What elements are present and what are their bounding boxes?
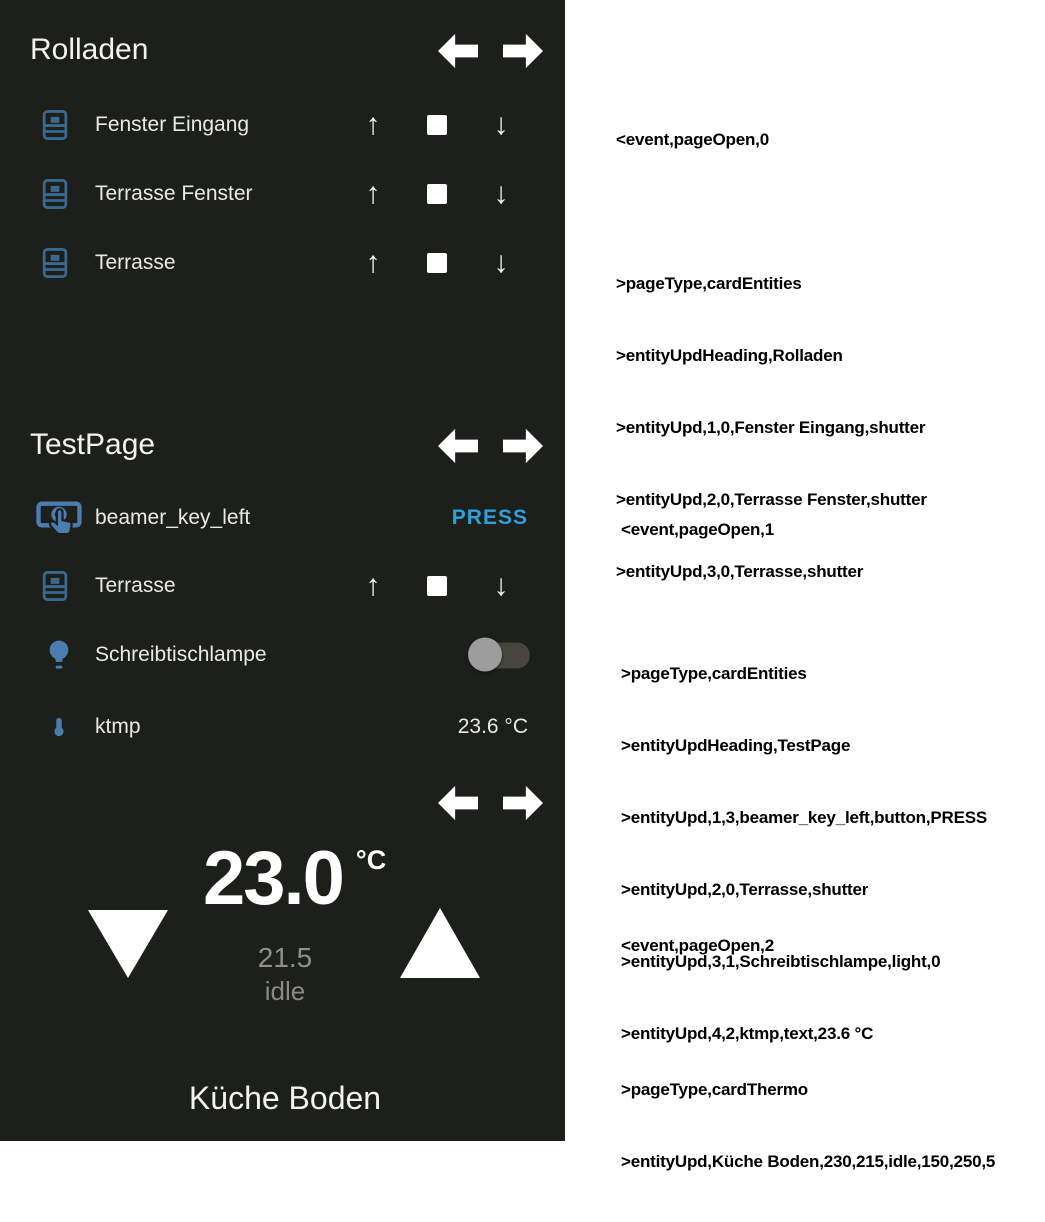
protocol-line: <event,pageOpen,1: [621, 520, 774, 539]
window-shutter-icon: [42, 110, 68, 141]
protocol-line: >entityUpd,2,0,Terrasse,shutter: [621, 880, 869, 899]
current-temperature-value: 23.0: [203, 836, 343, 921]
protocol-line: >pageType,cardThermo: [621, 1080, 808, 1099]
setpoint-down-button[interactable]: [88, 910, 168, 978]
page-prev-button[interactable]: [438, 33, 478, 69]
card-testpage-title: TestPage: [30, 428, 156, 461]
protocol-line: >pageType,cardEntities: [621, 664, 807, 683]
entity-row-terrasse: [0, 566, 565, 606]
blank-line: [621, 1006, 995, 1030]
arrow-right-icon: [503, 33, 543, 69]
triangle-down-icon: [88, 966, 168, 981]
setpoint-temperature: 21.5: [257, 942, 313, 973]
stop-square-icon: [427, 184, 447, 204]
card-rolladen-title: Rolladen: [30, 33, 149, 66]
protocol-line: >entityUpdHeading,Rolladen: [616, 346, 843, 365]
blank-line: [616, 200, 927, 224]
entity-row-terrasse-fenster: [0, 174, 565, 214]
press-button[interactable]: PRESS: [452, 498, 528, 538]
shutter-down-button[interactable]: [480, 566, 522, 606]
down-arrow-icon: ↓: [493, 569, 509, 602]
protocol-line: >entityUpd,3,1,Schreibtischlampe,light,0: [621, 952, 941, 971]
entity-label: Fenster Eingang: [95, 113, 250, 136]
current-temperature: [203, 836, 387, 921]
window-shutter-icon: [42, 248, 68, 279]
down-arrow-icon: ↓: [493, 108, 509, 141]
protocol-line: >entityUpd,4,2,ktmp,text,23.6 °C: [621, 1024, 874, 1043]
entity-label: beamer_key_left: [95, 506, 251, 529]
stop-square-icon: [427, 253, 447, 273]
shutter-down-button[interactable]: [480, 105, 522, 145]
shutter-down-button[interactable]: [480, 243, 522, 283]
gesture-tap-button-icon: [36, 497, 82, 539]
protocol-line: >entityUpd,Küche Boden,230,215,idle,150,250,5: [621, 1152, 996, 1171]
arrow-left-icon: [438, 785, 478, 821]
protocol-line: >entityUpd,3,0,Terrasse,shutter: [616, 562, 864, 581]
shutter-stop-button[interactable]: [416, 243, 458, 283]
thermostat-name: Küche Boden: [188, 1080, 382, 1116]
triangle-up-icon: [400, 966, 480, 981]
window-shutter-icon: [42, 571, 68, 602]
entity-row-terrasse: [0, 243, 565, 283]
down-arrow-icon: ↓: [493, 177, 509, 210]
shutter-up-button[interactable]: [352, 174, 394, 214]
down-arrow-icon: ↓: [493, 246, 509, 279]
up-arrow-icon: ↑: [365, 177, 381, 210]
shutter-stop-button[interactable]: [416, 174, 458, 214]
shutter-stop-button[interactable]: [416, 105, 458, 145]
arrow-left-icon: [438, 428, 478, 464]
entity-row-beamer-key-left: [0, 498, 565, 538]
toggle-knob: [468, 638, 502, 672]
hvac-state: idle: [264, 976, 306, 1006]
protocol-line: <event,pageOpen,0: [616, 130, 769, 149]
protocol-line: >entityUpd,1,3,beamer_key_left,button,PRESS: [621, 808, 987, 827]
shutter-down-button[interactable]: [480, 174, 522, 214]
page-next-button[interactable]: [503, 33, 543, 69]
up-arrow-icon: ↑: [365, 108, 381, 141]
shutter-stop-button[interactable]: [416, 566, 458, 606]
blank-line: [621, 590, 987, 614]
arrow-right-icon: [503, 785, 543, 821]
protocol-line: >entityUpd,1,0,Fenster Eingang,shutter: [616, 418, 926, 437]
up-arrow-icon: ↑: [365, 569, 381, 602]
entity-label: Terrasse: [95, 574, 176, 597]
page-prev-button[interactable]: [438, 785, 478, 821]
protocol-line: >entityUpd,2,0,Terrasse Fenster,shutter: [616, 490, 927, 509]
entity-row-fenster-eingang: [0, 105, 565, 145]
protocol-block-page2: [621, 886, 995, 1222]
window-shutter-icon: [42, 179, 68, 210]
entity-label: Terrasse: [95, 251, 176, 274]
shutter-up-button[interactable]: [352, 105, 394, 145]
entity-label: Schreibtischlampe: [95, 643, 267, 666]
stop-square-icon: [427, 115, 447, 135]
protocol-line: >pageType,cardEntities: [616, 274, 802, 293]
arrow-left-icon: [438, 33, 478, 69]
protocol-line: >entityUpdHeading,TestPage: [621, 736, 851, 755]
arrow-right-icon: [503, 428, 543, 464]
page-next-button[interactable]: [503, 428, 543, 464]
light-toggle-switch[interactable]: [468, 638, 532, 673]
entity-label: ktmp: [95, 715, 141, 738]
shutter-up-button[interactable]: [352, 566, 394, 606]
thermometer-icon: [48, 707, 70, 747]
setpoint-up-button[interactable]: [400, 908, 480, 978]
page-prev-button[interactable]: [438, 428, 478, 464]
protocol-line: <event,pageOpen,2: [621, 936, 774, 955]
page-next-button[interactable]: [503, 785, 543, 821]
up-arrow-icon: ↑: [365, 246, 381, 279]
entity-row-ktmp: [0, 707, 565, 747]
sensor-value: 23.6 °C: [457, 715, 528, 738]
entity-label: Terrasse Fenster: [95, 182, 253, 205]
stop-square-icon: [427, 576, 447, 596]
shutter-up-button[interactable]: [352, 243, 394, 283]
lightbulb-icon: [44, 637, 74, 673]
entity-row-schreibtischlampe: [0, 635, 565, 675]
temperature-unit: °C: [355, 845, 387, 875]
